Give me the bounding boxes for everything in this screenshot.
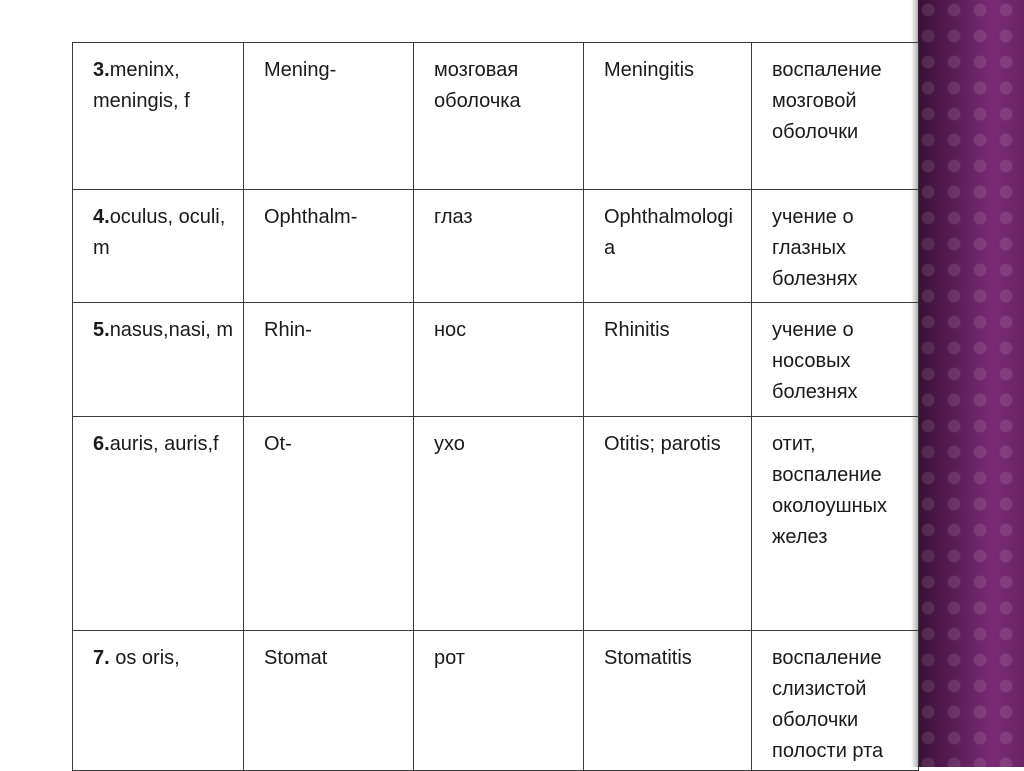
table-row [73,631,919,771]
latin-word: os oris, [109,647,180,669]
table-row [73,190,919,303]
meaning-cell: ухо [414,417,584,631]
row-number: 7. [93,647,110,669]
latin-word: meninx, meningis, f [93,59,190,112]
definition-cell: отит, воспаление околоушных желез [752,417,919,631]
root-cell: Ot- [244,417,414,631]
latin-word: nasus,nasi, m [109,319,234,341]
definition-cell: учение о глазных болезнях [752,190,919,303]
row-number: 6. [93,433,110,455]
root-cell: Stomat [244,631,414,771]
latin-cell [73,303,244,417]
table-row [73,417,919,631]
term-cell: Stomatitis [584,631,752,771]
latin-word: auris, auris,f [109,433,219,455]
meaning-cell: нос [414,303,584,417]
term-cell: Meningitis [584,43,752,190]
definition-cell: воспаление слизистой оболочки полости рта [752,631,919,771]
row-number: 5. [93,319,110,341]
latin-cell [73,631,244,771]
latin-cell [73,190,244,303]
decorative-sidebar [918,0,1024,767]
root-cell: Rhin- [244,303,414,417]
meaning-cell: мозговая оболочка [414,43,584,190]
definition-cell: воспаление мозговой оболочки [752,43,919,190]
root-cell: Mening- [244,43,414,190]
meaning-cell: рот [414,631,584,771]
term-cell: Otitis; parotis [584,417,752,631]
terminology-table [72,42,919,771]
term-cell: Ophthalmologia [584,190,752,303]
definition-cell: учение о носовых болезнях [752,303,919,417]
latin-word: oculus, oculi, m [93,206,226,259]
latin-cell [73,417,244,631]
table-row [73,43,919,190]
row-number: 3. [93,59,110,81]
table-row [73,303,919,417]
meaning-cell: глаз [414,190,584,303]
row-number: 4. [93,206,110,228]
root-cell: Ophthalm- [244,190,414,303]
latin-cell [73,43,244,190]
term-cell: Rhinitis [584,303,752,417]
